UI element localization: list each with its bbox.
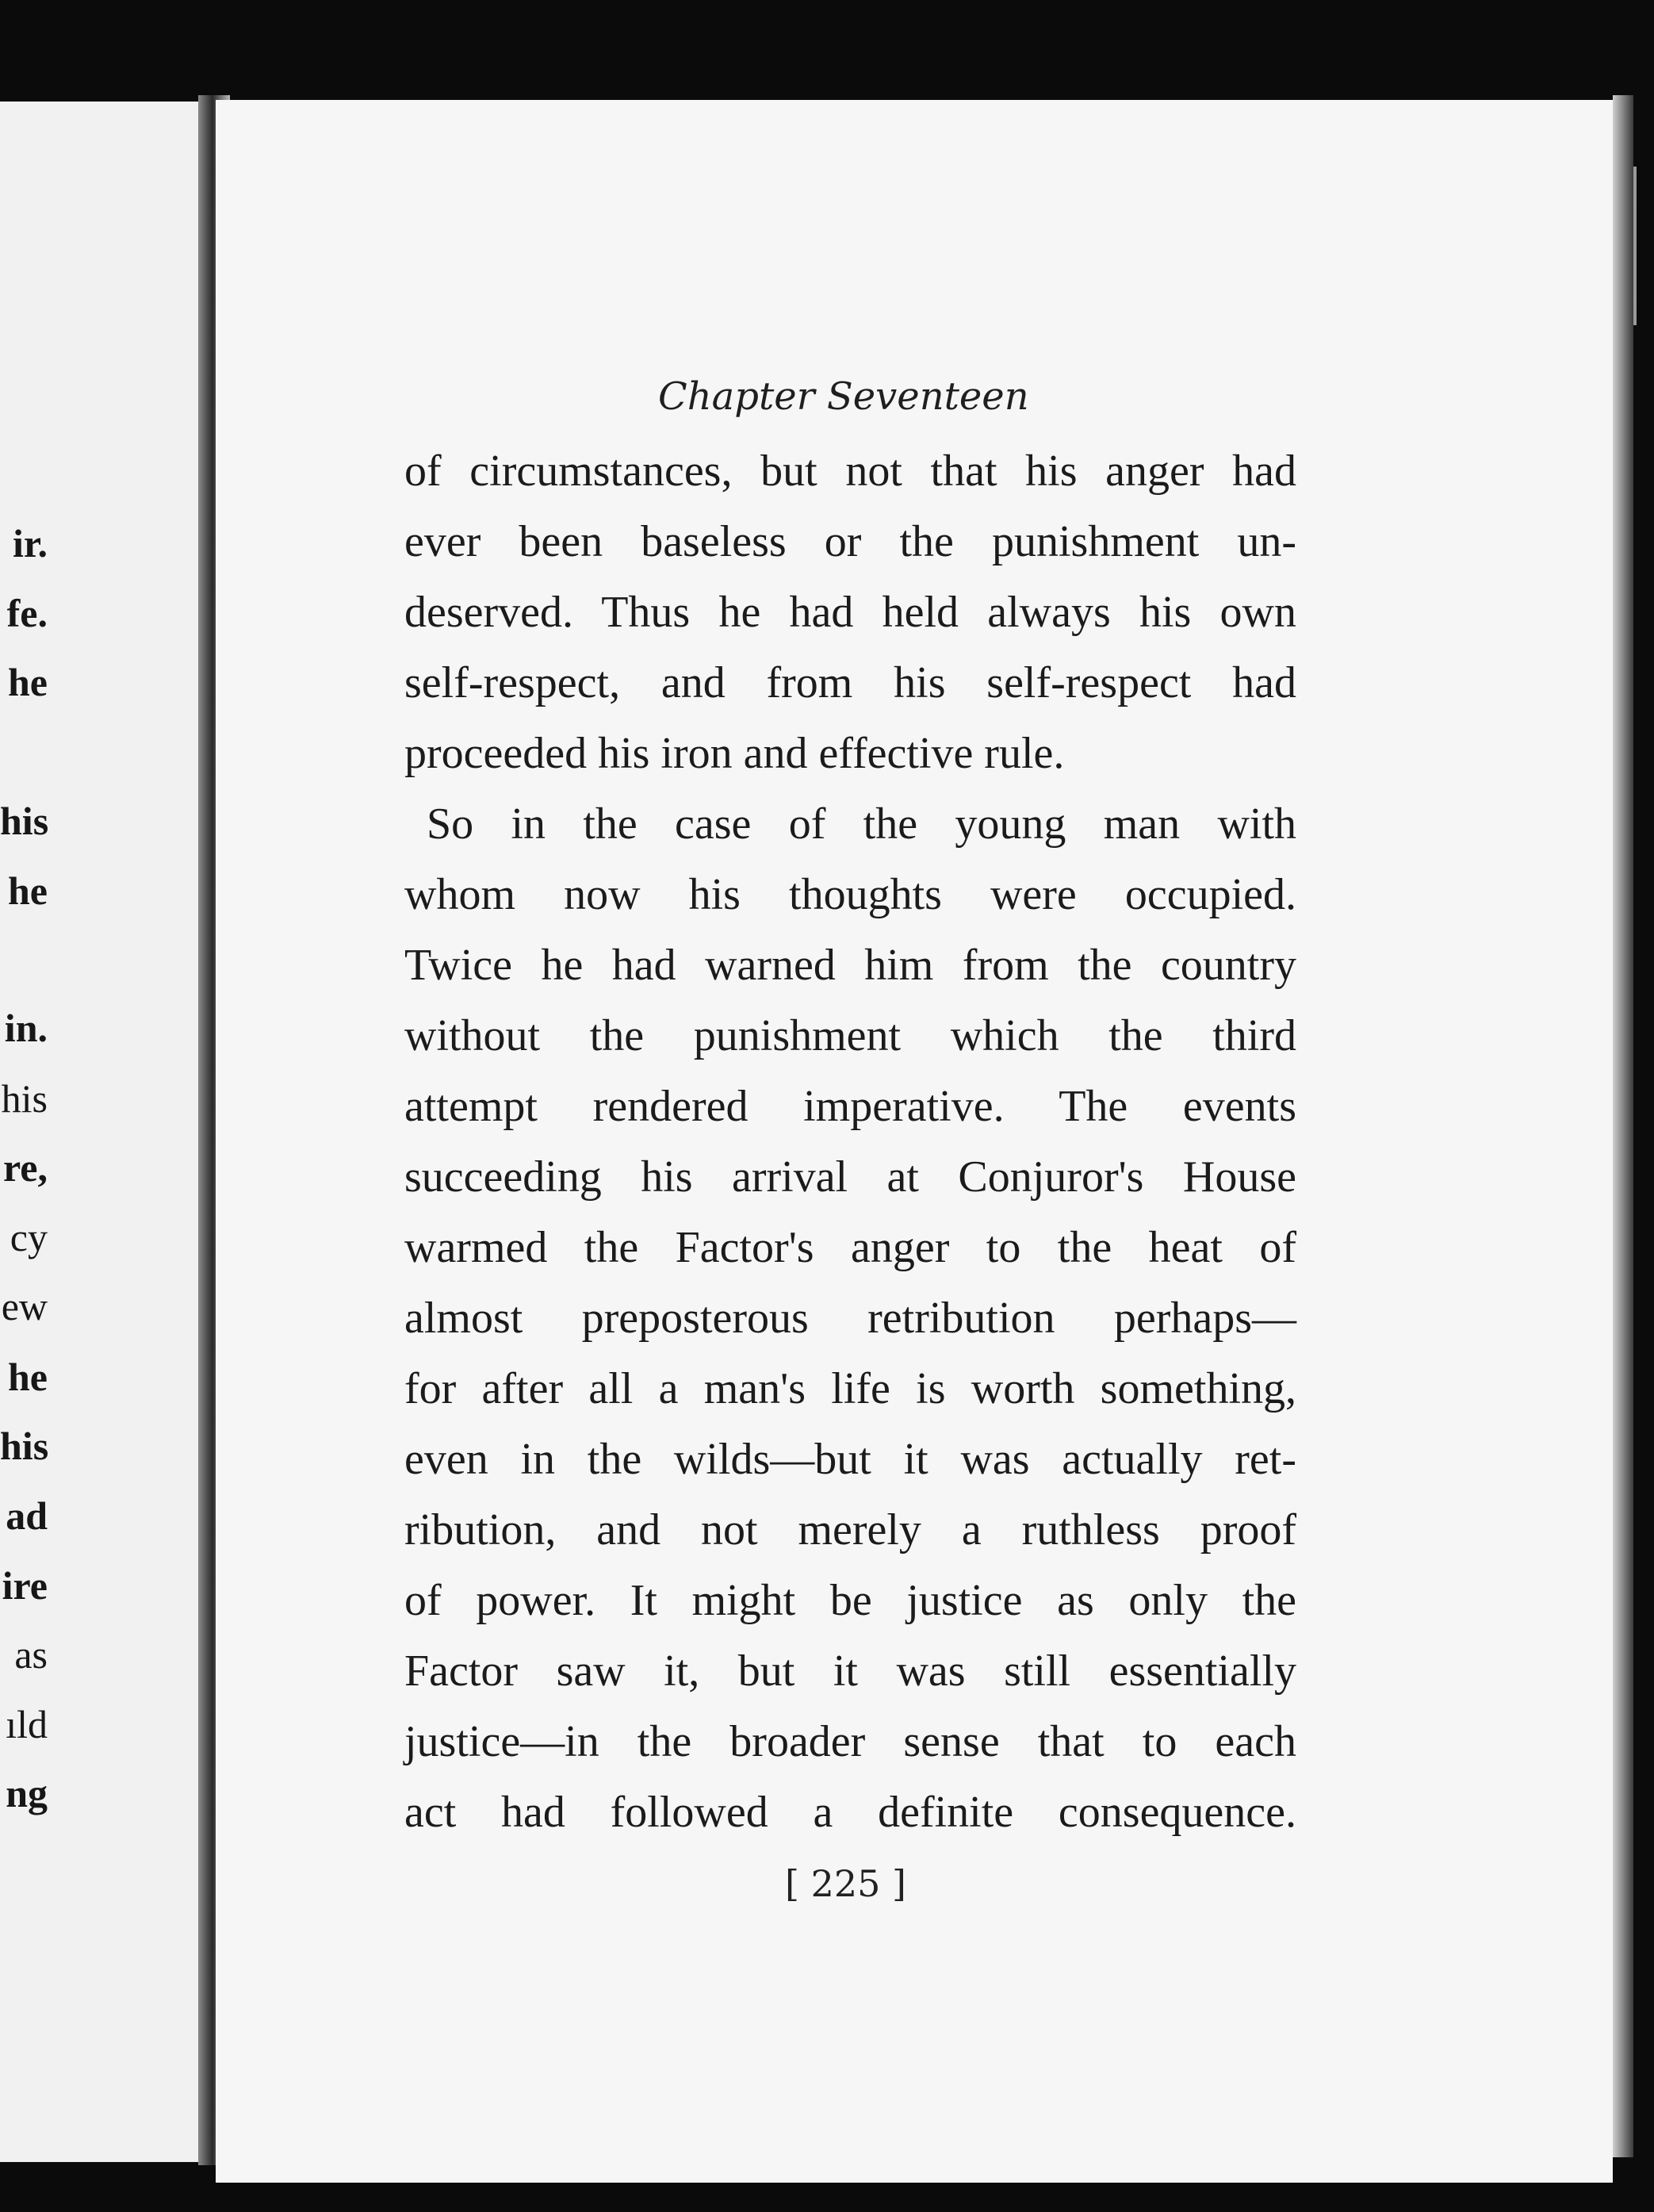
left-fragment: re,: [3, 1145, 48, 1190]
left-fragment: his: [0, 799, 49, 843]
scan-artifact: [1633, 167, 1637, 325]
text-line: attempt rendered imperative. The events: [404, 1082, 1296, 1131]
left-fragment: his: [0, 1424, 49, 1468]
text-line: warmed the Factor's anger to the heat of: [404, 1223, 1296, 1272]
left-fragment: in.: [4, 1006, 48, 1050]
left-fragment: his: [1, 1076, 48, 1121]
text-line: deserved. Thus he had held always his own: [404, 588, 1296, 637]
text-line: ribution, and not merely a ruthless proof: [404, 1505, 1296, 1555]
text-line: without the punishment which the third: [404, 1011, 1296, 1060]
left-fragment: he: [8, 1355, 48, 1399]
left-page: [0, 102, 208, 2162]
left-fragment: ire: [2, 1563, 48, 1608]
text-line: So in the case of the young man with: [427, 799, 1296, 849]
text-line: proceeded his iron and effective rule.: [404, 729, 1065, 778]
left-fragment: fe.: [6, 591, 48, 635]
left-fragment: as: [14, 1632, 48, 1677]
left-fragment: ir.: [13, 521, 48, 565]
page-edge: [1613, 95, 1633, 2157]
text-line: of power. It might be justice as only the: [404, 1576, 1296, 1625]
text-line: whom now his thoughts were occupied.: [404, 870, 1296, 919]
text-line: of circumstances, but not that his anger had: [404, 447, 1296, 496]
text-line: succeeding his arrival at Conjuror's House: [404, 1152, 1296, 1202]
text-line: justice—in the broader sense that to each: [404, 1717, 1296, 1766]
left-fragment: he: [8, 868, 48, 913]
text-line: ever been baseless or the punishment un-: [404, 517, 1296, 566]
text-line: even in the wilds—but it was actually ret-: [404, 1435, 1296, 1484]
left-fragment: he: [8, 660, 48, 704]
text-line: Factor saw it, but it was still essentially: [404, 1647, 1296, 1696]
text-line: act had followed a definite consequence.: [404, 1788, 1296, 1837]
page-number: [ 225 ]: [785, 1862, 906, 1905]
left-fragment: cy: [10, 1215, 48, 1259]
text-line: Twice he had warned him from the country: [404, 941, 1296, 990]
text-line: self-respect, and from his self-respect had: [404, 658, 1296, 707]
left-fragment: ad: [6, 1493, 48, 1538]
left-fragment: ng: [6, 1771, 48, 1815]
text-line: almost preposterous retribution perhaps—: [404, 1294, 1296, 1343]
left-fragment: ew: [1, 1284, 48, 1328]
text-line: for after all a man's life is worth something,: [404, 1364, 1296, 1413]
left-fragment: ıld: [6, 1702, 48, 1746]
running-header: Chapter Seventeen: [658, 374, 1029, 419]
